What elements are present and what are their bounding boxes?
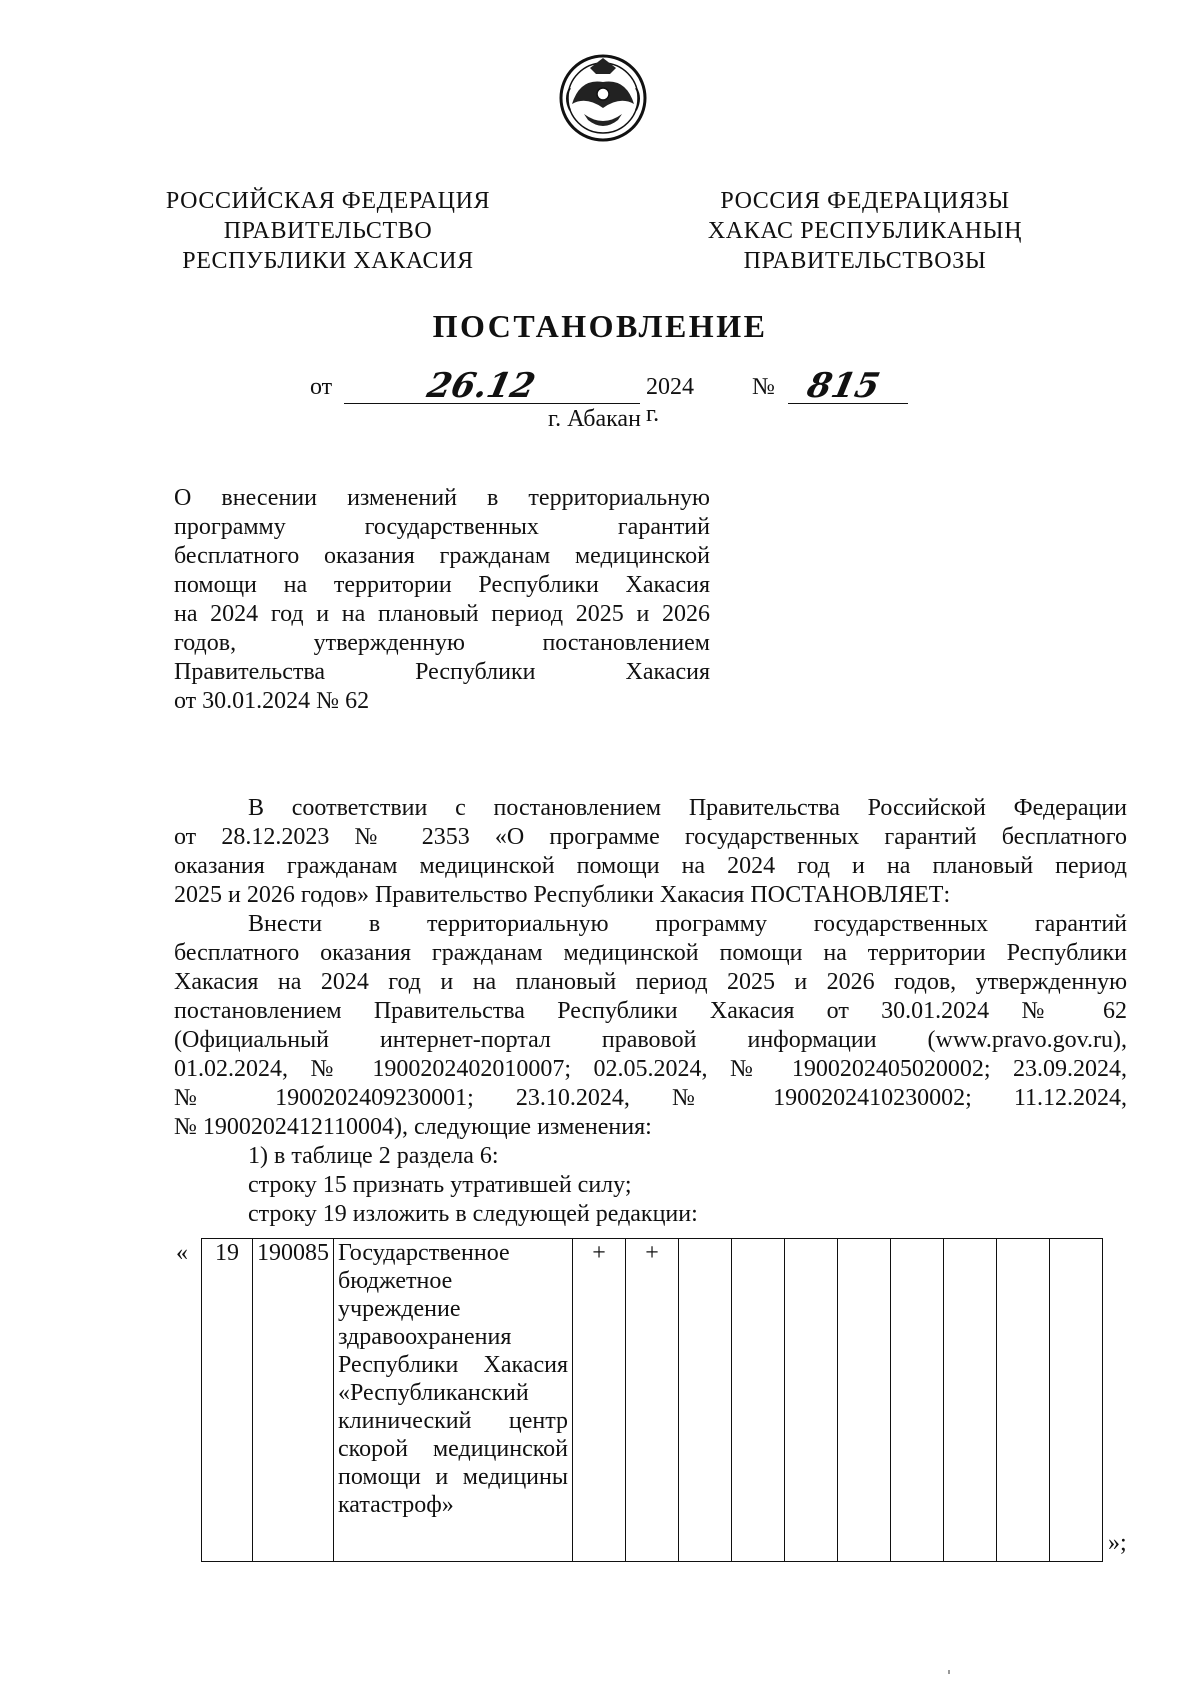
header-right bbox=[690, 186, 1040, 276]
subject-line: годов, утвержденную постановлением bbox=[174, 630, 710, 656]
body-line: 01.02.2024, № 1900202402010007; 02.05.2024, № 1900202405020002; 23.09.2024, bbox=[174, 1056, 1127, 1082]
open-quote: « bbox=[176, 1240, 188, 1266]
body-line: В соответствии с постановлением Правительства Российской Федерации bbox=[248, 795, 1127, 821]
subject-line: бесплатного оказания гражданам медицинской bbox=[174, 543, 710, 569]
close-quote: »; bbox=[1108, 1530, 1127, 1556]
header-left-line: ПРАВИТЕЛЬСТВО bbox=[223, 218, 433, 244]
year-label: 2024 г. bbox=[646, 374, 694, 427]
item-1: 1) в таблице 2 раздела 6: bbox=[248, 1143, 499, 1169]
table-row-19 bbox=[201, 1238, 1103, 1562]
org-line: «Республиканский bbox=[338, 1380, 529, 1406]
org-line: помощи и медицины bbox=[338, 1464, 568, 1490]
body-line: № 1900202409230001; 23.10.2024, № 1900202410230002; 11.12.2024, bbox=[174, 1085, 1127, 1111]
cell-mark: + bbox=[573, 1239, 626, 1562]
cell-mark bbox=[838, 1239, 891, 1562]
org-line: Республики Хакасия bbox=[338, 1352, 568, 1378]
number-label: № bbox=[752, 374, 775, 400]
body-line: № 1900202412110004), следующие изменения: bbox=[174, 1114, 652, 1140]
cell-mark bbox=[891, 1239, 944, 1562]
cell-mark bbox=[785, 1239, 838, 1562]
cell-mark bbox=[679, 1239, 732, 1562]
header-left bbox=[158, 186, 498, 276]
subject-line: от 30.01.2024 № 62 bbox=[174, 688, 370, 714]
handwritten-date: 26.12 bbox=[423, 366, 539, 406]
header-left-line: РЕСПУБЛИКИ ХАКАСИЯ bbox=[182, 248, 474, 274]
body-line: Внести в территориальную программу государственных гарантий bbox=[248, 911, 1127, 937]
scan-speck bbox=[948, 1670, 950, 1674]
coat-of-arms-icon bbox=[550, 48, 656, 144]
org-line: катастроф» bbox=[338, 1492, 454, 1518]
subject-line: на 2024 год и на плановый период 2025 и 2026 bbox=[174, 601, 710, 627]
subject-line: помощи на территории Республики Хакасия bbox=[174, 572, 710, 598]
header-right-line: РОССИЯ ФЕДЕРАЦИЯЗЫ bbox=[720, 188, 1010, 214]
body-line: Хакасия на 2024 год и на плановый период 2025 и 2026 годов, утвержденную bbox=[174, 969, 1127, 995]
cell-mark bbox=[1050, 1239, 1103, 1562]
document-title: ПОСТАНОВЛЕНИЕ bbox=[432, 308, 768, 344]
subject-line: О внесении изменений в территориальную bbox=[174, 485, 710, 511]
cell-organization bbox=[334, 1239, 573, 1562]
from-label: от bbox=[310, 374, 333, 400]
cell-mark bbox=[732, 1239, 785, 1562]
header-left-line: РОССИЙСКАЯ ФЕДЕРАЦИЯ bbox=[165, 188, 491, 214]
body-line: постановлением Правительства Республики Хакасия от 30.01.2024 № 62 bbox=[174, 998, 1127, 1024]
org-line: скорой медицинской bbox=[338, 1436, 568, 1462]
handwritten-number: 815 bbox=[803, 366, 884, 406]
header-right-line: ПРАВИТЕЛЬСТВОЗЫ bbox=[743, 248, 987, 274]
city: г. Абакан bbox=[548, 406, 641, 432]
cell-code: 190085 bbox=[253, 1239, 334, 1562]
subject-line: Правительства Республики Хакасия bbox=[174, 659, 710, 685]
header-right-line: ХАКАС РЕСПУБЛИКАНЫҢ bbox=[707, 218, 1023, 244]
body-line: (Официальный интернет-портал правовой информации (www.pravo.gov.ru), bbox=[174, 1027, 1127, 1053]
table-row bbox=[202, 1239, 1103, 1562]
org-line: бюджетное bbox=[338, 1268, 453, 1294]
body-paragraph-1 bbox=[174, 794, 1127, 910]
item-1a: строку 15 признать утратившей силу; bbox=[248, 1172, 632, 1198]
item-1b: строку 19 изложить в следующей редакции: bbox=[248, 1201, 698, 1227]
body-line: 2025 и 2026 годов» Правительство Республики Хакасия ПОСТАНОВЛЯЕТ: bbox=[174, 882, 951, 908]
subject-block bbox=[174, 484, 710, 716]
org-line: учреждение bbox=[338, 1296, 461, 1322]
cell-mark: + bbox=[626, 1239, 679, 1562]
cell-mark bbox=[944, 1239, 997, 1562]
subject-line: программу государственных гарантий bbox=[174, 514, 710, 540]
cell-mark bbox=[997, 1239, 1050, 1562]
org-line: здравоохранения bbox=[338, 1324, 512, 1350]
body-paragraph-2 bbox=[174, 910, 1127, 1229]
body-line: от 28.12.2023 № 2353 «О программе государственных гарантий бесплатного bbox=[174, 824, 1127, 850]
body-line: бесплатного оказания гражданам медицинской помощи на территории Республики bbox=[174, 940, 1127, 966]
org-line: Государственное bbox=[338, 1240, 510, 1266]
body-line: оказания гражданам медицинской помощи на 2024 год и на плановый период bbox=[174, 853, 1127, 879]
cell-num: 19 bbox=[202, 1239, 253, 1562]
org-line: клинический центр bbox=[338, 1408, 568, 1434]
